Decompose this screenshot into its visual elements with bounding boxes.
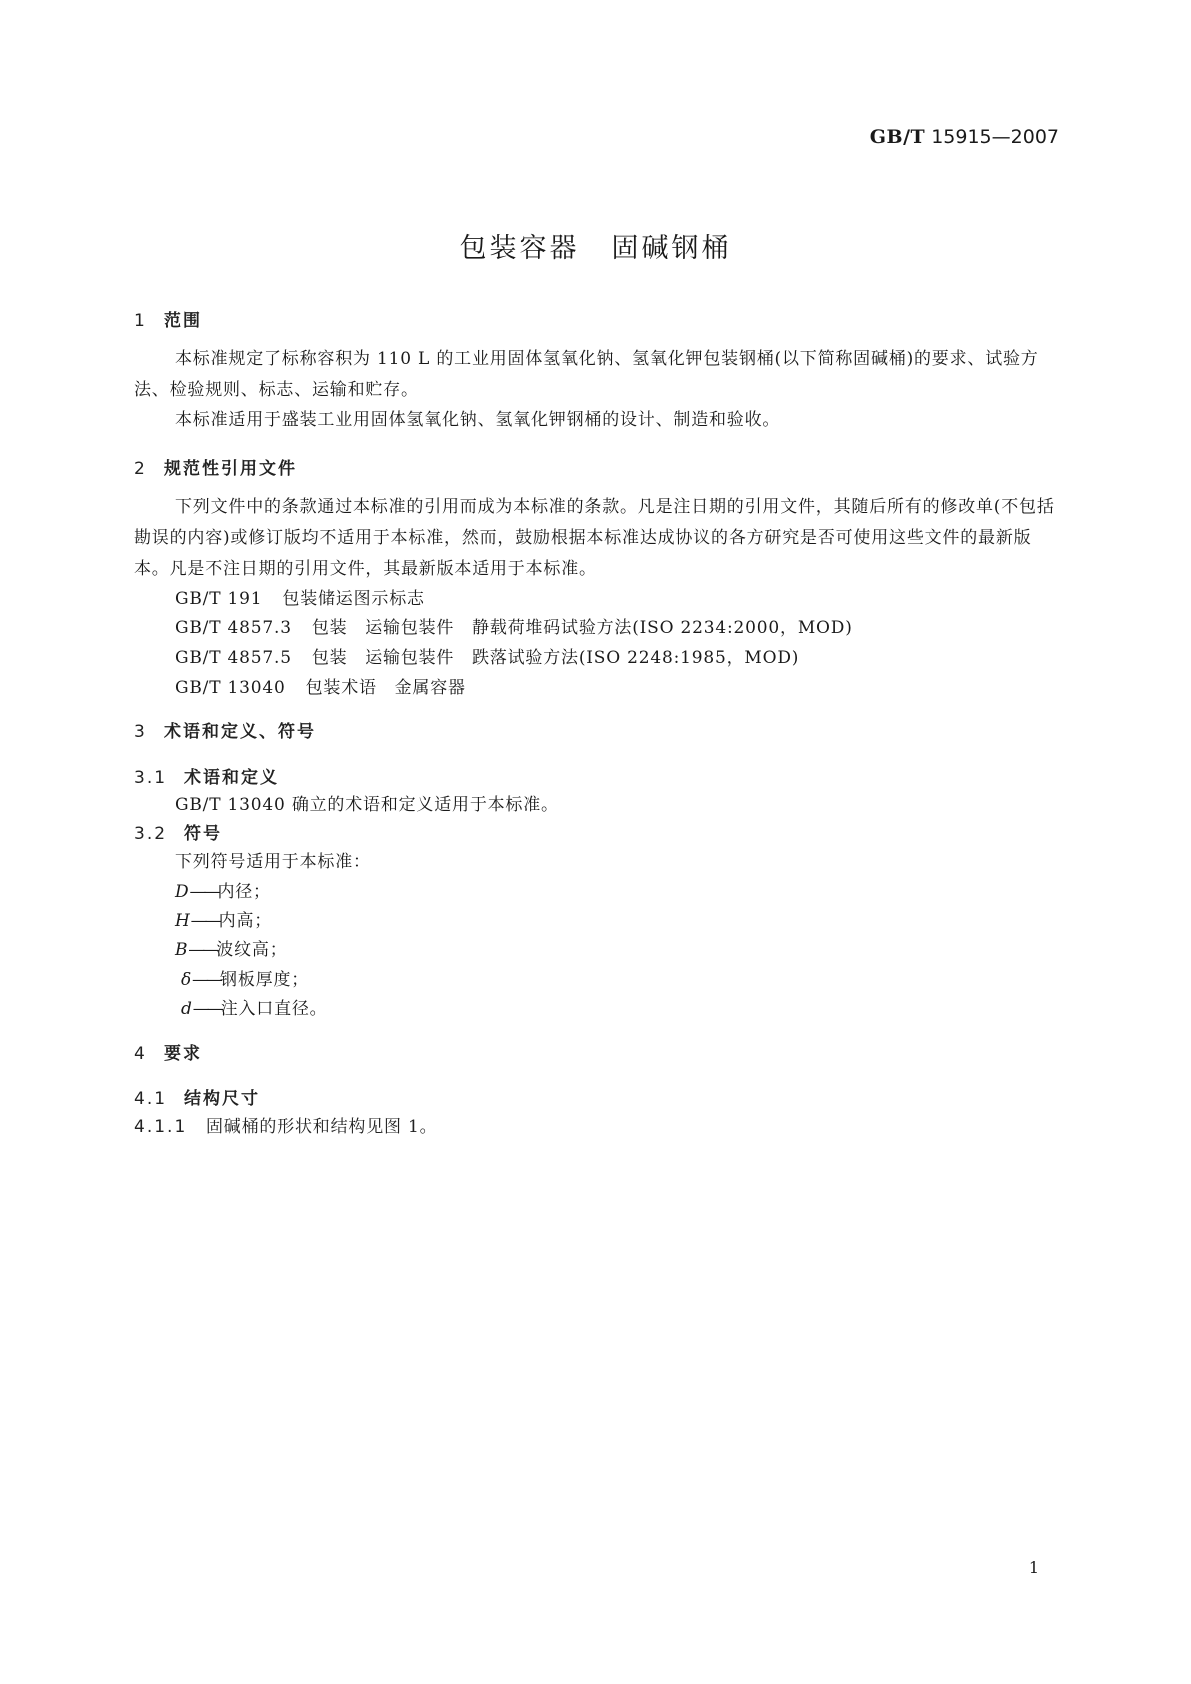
symbol-dash: —— [192,970,221,990]
standard-code [870,126,1059,148]
symbol: H [175,911,191,931]
section-title: 术语和定义、符号 [164,722,316,742]
symbol-definition [175,877,271,902]
section-4-1-heading [134,1084,260,1109]
section-number: 3 [134,722,147,742]
section-1-paragraph-2: 本标准适用于盛装工业用固体氢氧化钠、氢氧化钾钢桶的设计、制造和验收。 [175,410,781,430]
section-number: 4 [134,1044,147,1064]
section-1-paragraph-1: 本标准规定了标称容积为 110 L 的工业用固体氢氧化钠、氢氧化钾包装钢桶(以下简称固碱桶)的要求、试验方法、检验规则、标志、运输和贮存。 [134,349,1039,400]
section-number: 4.1.1 [134,1117,188,1137]
reference-code: GB/T 4857.5 [175,648,292,668]
reference-item [175,584,425,609]
symbol-dash: —— [188,940,217,960]
reference-code: GB/T 4857.3 [175,618,292,638]
reference-title: 包装储运图示标志 [282,589,425,609]
symbol: d [181,999,193,1019]
symbol-definition [181,965,309,990]
symbol-description: 内高； [218,911,273,931]
section-4-heading [134,1039,202,1064]
title-part-1: 包装容器 [459,233,580,264]
section-number: 3.2 [134,824,168,844]
section-title: 要求 [164,1044,202,1064]
reference-code: GB/T 13040 [175,678,286,698]
symbol: δ [181,970,193,990]
section-3-heading [134,717,316,742]
section-title: 范围 [164,311,202,331]
reference-code: GB/T 191 [175,589,263,609]
symbol-dash: —— [189,882,218,902]
symbol: D [175,882,190,902]
symbol-dash: —— [190,911,219,931]
section-title: 规范性引用文件 [164,459,297,479]
symbol-description: 内径； [217,882,271,902]
section-number: 4.1 [134,1089,168,1109]
standard-number: 15915—2007 [931,126,1059,148]
symbol-description: 注入口直径。 [220,999,328,1019]
symbol-description: 波纹高； [216,940,288,960]
section-1-heading [134,306,202,331]
section-title: 符号 [184,824,222,844]
section-3-2-intro: 下列符号适用于本标准： [175,852,371,872]
section-number: 1 [134,311,147,331]
document-title [0,226,1191,265]
section-number: 2 [134,459,147,479]
reference-title: 包装 运输包装件 跌落试验方法(ISO 2248:1985，MOD) [311,648,800,668]
reference-item [175,673,466,698]
symbol-definition [181,994,328,1019]
section-2-heading [134,454,297,479]
symbol: B [175,940,189,960]
section-3-1-heading [134,763,279,788]
clause-text: 固碱桶的形状和结构见图 1。 [206,1117,438,1137]
section-title: 结构尺寸 [184,1089,260,1109]
section-4-1-1-clause [134,1112,437,1137]
reference-item [175,643,799,668]
section-title: 术语和定义 [184,768,279,788]
section-2-paragraph: 下列文件中的条款通过本标准的引用而成为本标准的条款。凡是注日期的引用文件，其随后所有的修改单(不包括勘误的内容)或修订版均不适用于本标准，然而，鼓励根据本标准达成协议的各方研究是否可使用这些文件的最新版本。凡是不注日期的引用文件，其最新版本适用于本标准。 [134,497,1055,579]
section-number: 3.1 [134,768,168,788]
reference-item [175,613,853,638]
section-3-2-heading [134,819,222,844]
symbol-definition [175,935,288,960]
standard-prefix: GB/T [869,126,926,148]
symbol-dash: —— [192,999,221,1019]
title-part-2: 固碱钢桶 [611,233,732,264]
section-3-1-text: GB/T 13040 确立的术语和定义适用于本标准。 [175,795,559,815]
symbol-definition [175,906,272,931]
reference-title: 包装术语 金属容器 [305,678,466,698]
page-number: 1 [1028,1558,1039,1577]
reference-title: 包装 运输包装件 静载荷堆码试验方法(ISO 2234:2000，MOD) [311,618,853,638]
symbol-description: 钢板厚度； [220,970,310,990]
